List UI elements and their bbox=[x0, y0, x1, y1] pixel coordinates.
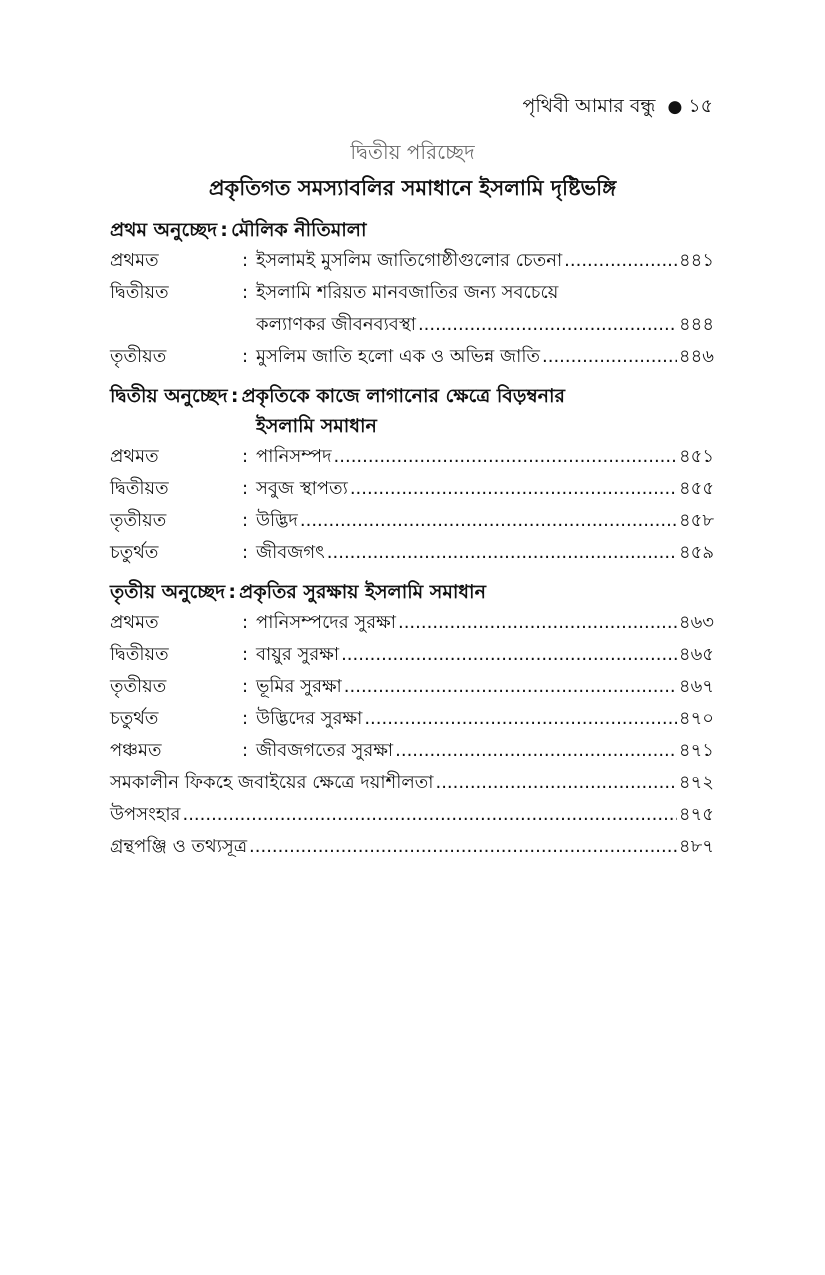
section-title: প্রকৃতির সুরক্ষায় ইসলামি সমাধান bbox=[239, 581, 486, 603]
entry-label: দ্বিতীয়ত bbox=[110, 478, 169, 499]
page-number: ১৫ bbox=[688, 95, 713, 117]
entry-title-continued: কল্যাণকর জীবনব্যবস্থা bbox=[256, 314, 416, 335]
entry-title: মুসলিম জাতি হলো এক ও অভিন্ন জাতি bbox=[256, 346, 541, 367]
toc-entry[interactable] bbox=[110, 505, 714, 537]
entry-label: প্রথমত bbox=[110, 612, 159, 633]
colon-separator: : bbox=[230, 385, 239, 407]
entry-page-number: ৪৭৫ bbox=[678, 804, 714, 825]
section-gap bbox=[110, 569, 714, 577]
entry-page-number: ৪৪৪ bbox=[678, 314, 714, 335]
entry-title: উদ্ভিদ bbox=[256, 510, 298, 531]
entry-label: দ্বিতীয়ত bbox=[110, 644, 169, 665]
colon-separator: : bbox=[220, 219, 228, 241]
chapter-label: দ্বিতীয় পরিচ্ছেদ bbox=[350, 140, 475, 164]
toc-entry[interactable] bbox=[110, 735, 714, 767]
entry-page-number: ৪৭০ bbox=[678, 708, 714, 729]
toc-entry[interactable] bbox=[110, 639, 714, 671]
dot-leader bbox=[249, 831, 677, 863]
entry-label: চতুর্থত bbox=[110, 708, 159, 729]
dot-leader bbox=[398, 607, 677, 639]
entry-page-number: ৪৭২ bbox=[678, 772, 714, 793]
entry-label: পঞ্চমত bbox=[110, 740, 162, 761]
toc-entry[interactable] bbox=[110, 277, 714, 309]
section-label: দ্বিতীয় অনুচ্ছেদ bbox=[110, 385, 228, 407]
section-title: মৌলিক নীতিমালা bbox=[231, 219, 367, 241]
colon-separator: : bbox=[242, 612, 249, 633]
table-of-contents bbox=[110, 215, 714, 863]
running-header bbox=[522, 92, 713, 124]
section-label: তৃতীয় অনুচ্ছেদ bbox=[110, 581, 226, 603]
dot-leader bbox=[334, 441, 677, 473]
toc-entry[interactable] bbox=[110, 537, 714, 569]
entry-title: জীবজগৎ bbox=[256, 542, 325, 563]
entry-page-number: ৪৫১ bbox=[678, 446, 714, 467]
toc-entry[interactable] bbox=[110, 607, 714, 639]
colon-separator: : bbox=[242, 250, 249, 271]
entry-title: ইসলামই মুসলিম জাতিগোষ্ঠীগুলোর চেতনা bbox=[256, 250, 563, 271]
dot-leader bbox=[327, 537, 677, 569]
toc-entry[interactable] bbox=[110, 473, 714, 505]
entry-page-number: ৪৪৬ bbox=[678, 346, 714, 367]
entry-page-number: ৪৪১ bbox=[678, 250, 714, 271]
toc-entry[interactable] bbox=[110, 441, 714, 473]
dot-leader bbox=[350, 473, 677, 505]
dot-leader bbox=[564, 245, 677, 277]
entry-title: ইসলামি শরিয়ত মানবজাতির জন্য সবচেয়ে bbox=[256, 282, 559, 303]
entry-page-number: ৪৭১ bbox=[678, 740, 714, 761]
dot-leader bbox=[182, 799, 676, 831]
colon-separator: : bbox=[242, 446, 249, 467]
colon-separator: : bbox=[242, 478, 249, 499]
colon-separator: : bbox=[242, 644, 249, 665]
entry-title: বায়ুর সুরক্ষা bbox=[256, 644, 340, 665]
toc-entry[interactable] bbox=[110, 341, 714, 373]
section-heading bbox=[110, 577, 714, 607]
section-gap bbox=[110, 373, 714, 381]
dot-leader bbox=[344, 671, 677, 703]
section-label: প্রথম অনুচ্ছেদ bbox=[110, 219, 218, 241]
colon-separator: : bbox=[242, 510, 249, 531]
chapter-title: প্রকৃতিগত সমস্যাবলির সমাধানে ইসলামি দৃষ্টিভঙ্গি bbox=[208, 176, 617, 200]
dot-leader bbox=[300, 505, 677, 537]
toc-entry[interactable] bbox=[110, 671, 714, 703]
entry-label: দ্বিতীয়ত bbox=[110, 282, 169, 303]
entry-title: জীবজগতের সুরক্ষা bbox=[256, 740, 394, 761]
dot-leader bbox=[341, 639, 677, 671]
section-title: প্রকৃতিকে কাজে লাগানোর ক্ষেত্রে বিড়ম্বনার bbox=[241, 385, 565, 407]
entry-page-number: ৪৫৫ bbox=[678, 478, 714, 499]
entry-label: তৃতীয়ত bbox=[110, 510, 167, 531]
section-heading bbox=[110, 215, 714, 245]
toc-entry[interactable] bbox=[110, 831, 714, 863]
dot-leader bbox=[542, 341, 677, 373]
entry-title: সমকালীন ফিকহে জবাইয়ের ক্ষেত্রে দয়াশীলতা bbox=[110, 772, 434, 793]
entry-title: উদ্ভিদের সুরক্ষা bbox=[256, 708, 363, 729]
entry-title: সবুজ স্থাপত্য bbox=[256, 478, 348, 499]
toc-entry[interactable] bbox=[110, 245, 714, 277]
entry-label: প্রথমত bbox=[110, 250, 159, 271]
entry-page-number: ৪৫৯ bbox=[678, 542, 714, 563]
section-title-continued: ইসলামি সমাধান bbox=[256, 415, 377, 437]
entry-label: চতুর্থত bbox=[110, 542, 159, 563]
entry-title: ভূমির সুরক্ষা bbox=[256, 676, 342, 697]
entry-title: গ্রন্থপঞ্জি ও তথ্যসূত্র bbox=[110, 836, 248, 857]
entry-label: তৃতীয়ত bbox=[110, 346, 167, 367]
entry-page-number: ৪৬৭ bbox=[678, 676, 714, 697]
dot-leader bbox=[364, 703, 677, 735]
bullet-icon: ● bbox=[667, 97, 683, 117]
colon-separator: : bbox=[242, 740, 249, 761]
colon-separator: : bbox=[242, 708, 249, 729]
section-heading bbox=[110, 381, 714, 411]
toc-entry[interactable] bbox=[110, 799, 714, 831]
dot-leader bbox=[395, 735, 677, 767]
colon-separator: : bbox=[242, 676, 249, 697]
toc-entry[interactable] bbox=[110, 703, 714, 735]
colon-separator: : bbox=[242, 542, 249, 563]
dot-leader bbox=[418, 309, 677, 341]
entry-title: পানিসম্পদ bbox=[256, 446, 332, 467]
entry-page-number: ৪৮৭ bbox=[678, 836, 714, 857]
entry-label: প্রথমত bbox=[110, 446, 159, 467]
entry-page-number: ৪৬৫ bbox=[678, 644, 714, 665]
toc-entry-continued[interactable] bbox=[110, 309, 714, 341]
colon-separator: : bbox=[242, 346, 249, 367]
dot-leader bbox=[435, 767, 676, 799]
running-title: পৃথিবী আমার বন্ধু bbox=[522, 95, 656, 117]
colon-separator: : bbox=[242, 282, 249, 303]
toc-entry[interactable] bbox=[110, 767, 714, 799]
entry-title: পানিসম্পদের সুরক্ষা bbox=[256, 612, 396, 633]
colon-separator: : bbox=[228, 581, 236, 603]
entry-title: উপসংহার bbox=[110, 804, 181, 825]
entry-page-number: ৪৫৮ bbox=[678, 510, 714, 531]
entry-page-number: ৪৬৩ bbox=[678, 612, 714, 633]
entry-label: তৃতীয়ত bbox=[110, 676, 167, 697]
